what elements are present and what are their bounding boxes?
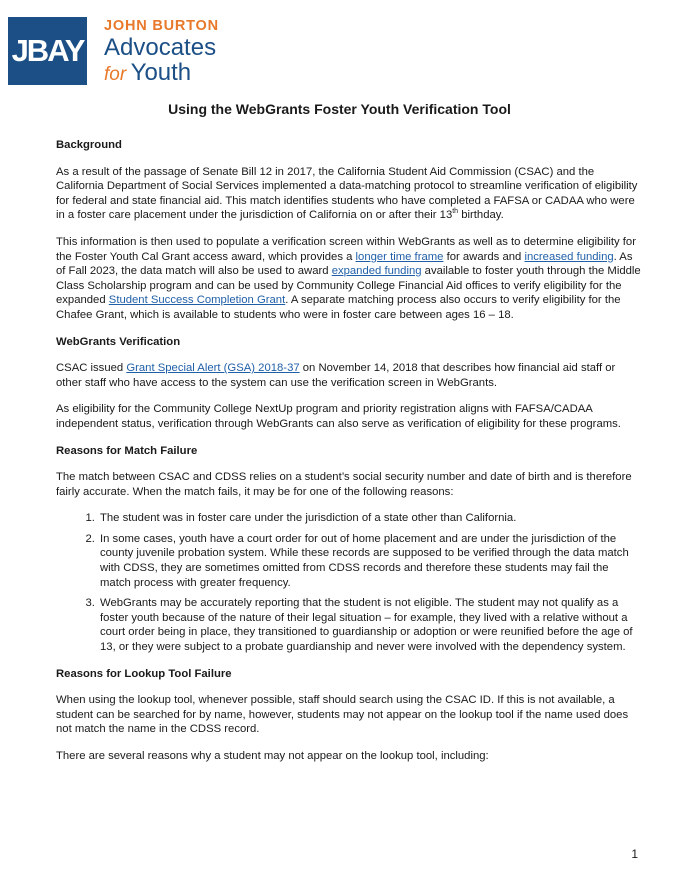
link-longer-time-frame[interactable]: longer time frame <box>355 250 444 263</box>
webgrants-paragraph-1: CSAC issued Grant Special Alert (GSA) 2018-37 on November 14, 2018 that describes how financial aid staff or other staff who have access to the system can use the verification screen in WebGrants. <box>56 362 616 389</box>
page-number: 1 <box>631 847 638 861</box>
match-failure-list <box>56 511 641 654</box>
logo-line-3 <box>104 60 344 89</box>
logo-mark: JBAY <box>8 17 87 85</box>
logo-line-1: JOHN BURTON <box>104 18 219 34</box>
heading-match-failure: Reasons for Match Failure <box>56 444 198 457</box>
link-gsa-2018-37[interactable]: Grant Special Alert (GSA) 2018-37 <box>126 362 300 375</box>
document-body <box>56 138 641 776</box>
logo-line-2: Advocates <box>104 34 217 61</box>
logo-youth: Youth <box>130 59 192 86</box>
list-item: 2. In some cases, youth have a court order for out of home placement and are under the jurisdiction of the county juvenile probation system. While these records are supposed to be verified through the data match with CDSS, they are sometimes omitted from CDSS records and therefore these students may fail the match process with greater frequency. <box>98 532 641 590</box>
list-item: 1. The student was in foster care under the jurisdiction of a state other than California. <box>98 511 641 526</box>
logo-for: for <box>104 64 127 85</box>
webgrants-paragraph-2: As eligibility for the Community College NextUp program and priority registration aligns with FAFSA/CADAA independent status, verification through WebGrants can also serve as verification of eligibility for these programs. <box>56 403 621 430</box>
list-item: 3. WebGrants may be accurately reporting that the student is not eligible. The student may not qualify as a foster youth because of the nature of their legal situation – for example, they lived with a relative without a court order being in place, they transitioned to guardianship or adoption or were reunified before the age of 13, or they were subject to a probate guardianship and never were involved with the dependency system. <box>98 596 641 654</box>
lookup-failure-paragraph-2: There are several reasons why a student may not appear on the lookup tool, including: <box>56 750 489 762</box>
link-increased-funding[interactable]: increased funding <box>524 250 614 263</box>
background-paragraph-2: This information is then used to populate a verification screen within WebGrants as well as to determine eligibility for the Foster Youth Cal Grant access award, which provides a longer time frame for awards and increased funding. As of Fall 2023, the data match will also be used to award expanded funding available to foster youth through the Middle Class Scholarship program and can be used by Community College Financial Aid offices to verify eligibility for the expanded Student Success Completion Grant. A separate matching process also occurs to verify eligibility for the Chafee Grant, which is available to students who were in foster care between ages 16 – 18. <box>56 235 641 321</box>
background-paragraph-1: As a result of the passage of Senate Bill 12 in 2017, the California Student Aid Commission (CSAC) and the California Department of Social Services implemented a data-matching protocol to streamline verification of eligibility for federal and state financial aid. This match identifies students who have completed a FAFSA or CADAA who were in a foster care placement under the jurisdiction of California on or after their 13th birthday. <box>56 165 638 222</box>
heading-lookup-failure: Reasons for Lookup Tool Failure <box>56 667 232 680</box>
lookup-failure-paragraph-1: When using the lookup tool, whenever possible, staff should search using the CSAC ID. If this is not available, a student can be searched for by name, however, students may not appear on the lookup tool if the name used does not match the name in the CDSS record. <box>56 694 629 736</box>
heading-background: Background <box>56 139 122 151</box>
logo-wordmark <box>104 17 344 89</box>
match-failure-paragraph: The match between CSAC and CDSS relies on a student’s social security number and date of birth and is therefore fairly accurate. When the match fails, it may be for one of the following reasons: <box>56 471 632 498</box>
link-student-success-completion-grant[interactable]: Student Success Completion Grant <box>108 294 286 307</box>
link-expanded-funding[interactable]: expanded funding <box>331 265 422 278</box>
document-title: Using the WebGrants Foster Youth Verification Tool <box>168 101 511 117</box>
heading-webgrants-verification: WebGrants Verification <box>56 335 181 348</box>
